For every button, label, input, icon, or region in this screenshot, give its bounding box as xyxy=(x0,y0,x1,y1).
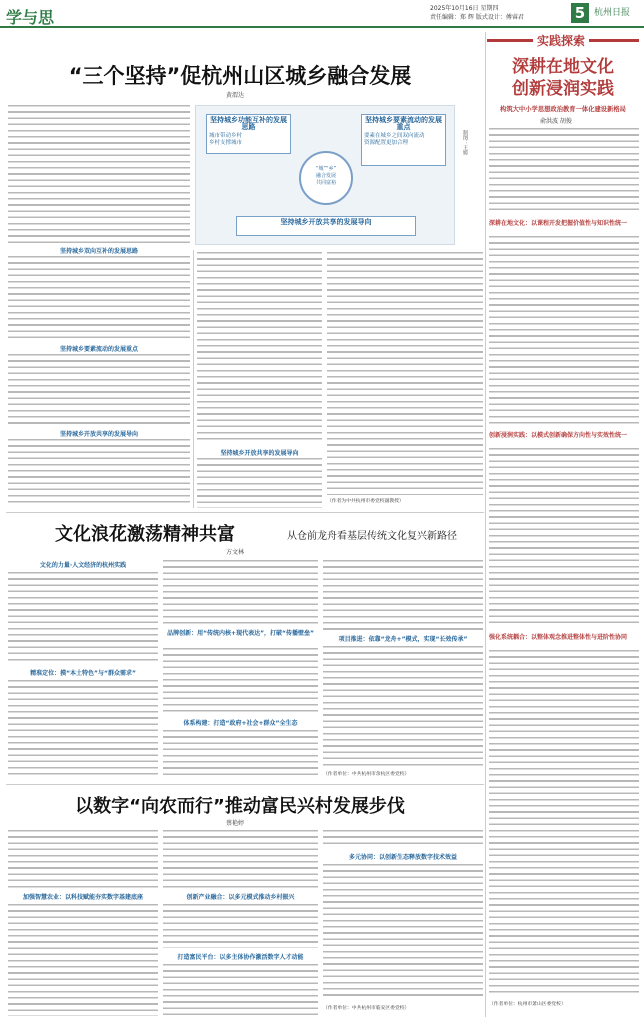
article2-subtitle: 从仓前龙舟看基层传统文化复兴新路径 xyxy=(287,531,457,542)
diagram-box-1-line: 乡村支撑城市 xyxy=(209,140,243,146)
article2-sub5: 项目推进：依靠“龙舟+”模式，实现“长效传承” xyxy=(338,636,468,643)
sidebar-body3 xyxy=(489,650,639,995)
article2-body1 xyxy=(8,572,158,664)
article2-sub2: 精准定位：摸“本土特色”与“群众需求” xyxy=(30,670,136,677)
article3-body3 xyxy=(163,830,318,888)
article3-title: 以数字“向农而行”推动富民兴村发展步伐 xyxy=(75,796,405,817)
sidebar-author: 俞洪波 胡俊 xyxy=(540,118,572,125)
article2-sub4: 体系构建：打造“政府+社会+群众”全生态 xyxy=(183,720,298,727)
article3-sub1: 加强智慧农业：以科技赋能夯实数字基建底座 xyxy=(22,894,143,901)
column-divider xyxy=(193,250,194,508)
article1-sub1: 坚持城乡双向互补的发展思路 xyxy=(59,248,138,255)
section-divider-2 xyxy=(6,784,484,785)
sidebar-body2 xyxy=(489,448,639,628)
article2-body2 xyxy=(8,680,158,778)
article3-author: 蔡艳婷 xyxy=(226,820,245,827)
article2-body5 xyxy=(163,730,318,778)
article1-cont-col1 xyxy=(197,252,322,442)
article3-footnote: （作者单位：中共杭州市临安区委党校） xyxy=(323,1006,410,1011)
article1-body3 xyxy=(8,439,190,507)
article1-sub3: 坚持城乡开放共享的发展导向 xyxy=(59,431,138,438)
article3-sub3: 打造富民平台：以多主体协作激活数字人才动能 xyxy=(177,954,304,961)
sidebar-title-line1: 深耕在地文化 xyxy=(512,57,614,77)
sidebar-footnote: （作者单位：杭州市萧山区委党校） xyxy=(489,1002,566,1007)
diagram-box-2-title: 坚持城乡要素流动的发展重点 xyxy=(365,116,442,131)
article2-author: 方文林 xyxy=(226,549,245,556)
circle-line: “城”“乡” xyxy=(315,166,337,172)
diagram-box-1 xyxy=(206,114,291,154)
illustration-caption-text: 制图：王媛 xyxy=(462,130,468,155)
sidebar-sub1: 深耕在地文化：以课程开发把握价值性与知识性统一 xyxy=(489,220,628,227)
sidebar-sub3: 强化系统耦合：以整体观念推进整体性与进阶性协同 xyxy=(489,634,628,641)
article3-body5 xyxy=(163,964,318,1016)
article3-body6 xyxy=(323,830,483,848)
article1-intro xyxy=(8,105,190,243)
sidebar-divider xyxy=(485,32,486,1017)
concept-diagram xyxy=(195,105,455,245)
article3-body2 xyxy=(8,904,158,1016)
article1-title: “三个坚持”促杭州山区城乡融合发展 xyxy=(68,64,412,88)
sidebar-title xyxy=(487,56,639,100)
diagram-box-2-line: 资源配置更加合理 xyxy=(364,140,409,146)
sidebar-title-line2: 创新浸润实践 xyxy=(512,79,614,99)
article1-author: 黄渭达 xyxy=(226,92,245,99)
article1-body2 xyxy=(8,354,190,424)
article2-body6 xyxy=(323,560,483,630)
article2-body3 xyxy=(163,560,318,624)
header-meta xyxy=(430,4,524,22)
editor-line: 责任编辑：郑 辉 版式设计：傅睿君 xyxy=(430,14,524,21)
page-header xyxy=(0,0,644,28)
diagram-box-1-title: 坚持城乡功能互补的发展思路 xyxy=(210,116,287,131)
article1-cont-col3 xyxy=(197,458,322,508)
article2-sub3: 品牌创新：用“传统内核+现代表达”，打破“传播壁垒” xyxy=(167,630,314,637)
article3-sub4: 多元协同：以创新生态释放数字技术效益 xyxy=(348,854,457,861)
page-number: 5 xyxy=(571,3,589,23)
circle-line: 共同富裕 xyxy=(315,180,336,186)
article3-body7 xyxy=(323,864,483,1000)
article2-sub1: 文化的力量·人文经济的杭州实践 xyxy=(39,562,127,569)
diagram-box-1-line: 城市带动乡村 xyxy=(209,133,243,139)
article1-footnote: （作者为中共杭州市委党校副教授） xyxy=(327,499,404,504)
article3-body1 xyxy=(8,830,158,888)
sidebar-sub2: 创新浸润实践：以模式创新确保方向性与实效性统一 xyxy=(489,432,628,439)
article2-body7 xyxy=(323,646,483,766)
article1-body1 xyxy=(8,256,190,340)
article2-title: 文化浪花激荡精神共富 xyxy=(55,524,235,545)
sidebar-tag: 实践探索 xyxy=(533,32,589,49)
diagram-box-3 xyxy=(236,216,416,236)
section-divider xyxy=(6,512,484,513)
article2-footnote: （作者单位：中共杭州市余杭区委党校） xyxy=(323,772,410,777)
sidebar-body1 xyxy=(489,236,639,426)
article1-sub2: 坚持城乡要素流动的发展重点 xyxy=(59,346,138,353)
article3-body4 xyxy=(163,904,318,948)
diagram-center-circle xyxy=(299,151,353,205)
diagram-box-2-line: 要素在城乡之间双向流动 xyxy=(364,133,425,139)
section-name: 学与思 xyxy=(6,8,55,27)
sidebar-ribbon xyxy=(487,32,639,50)
article1-cont-col2 xyxy=(327,252,483,342)
article1-sub3-repeat: 坚持城乡开放共享的发展导向 xyxy=(220,450,299,457)
circle-line: 融合发展 xyxy=(315,173,336,179)
sidebar-subtitle: 构筑大中小学思想政治教育一体化建设新格局 xyxy=(500,106,626,113)
diagram-box-2 xyxy=(361,114,446,166)
diagram-box-3-title: 坚持城乡开放共享的发展导向 xyxy=(280,218,372,226)
article2-body4 xyxy=(163,648,318,714)
date-line: 2025年10月16日 星期四 xyxy=(430,5,499,12)
newspaper-logo: 杭州日报 xyxy=(594,8,631,18)
article1-cont-col4 xyxy=(327,345,483,495)
article3-sub2: 创新产业融合：以多元模式推动乡村振兴 xyxy=(186,894,295,901)
sidebar-intro xyxy=(489,128,639,213)
